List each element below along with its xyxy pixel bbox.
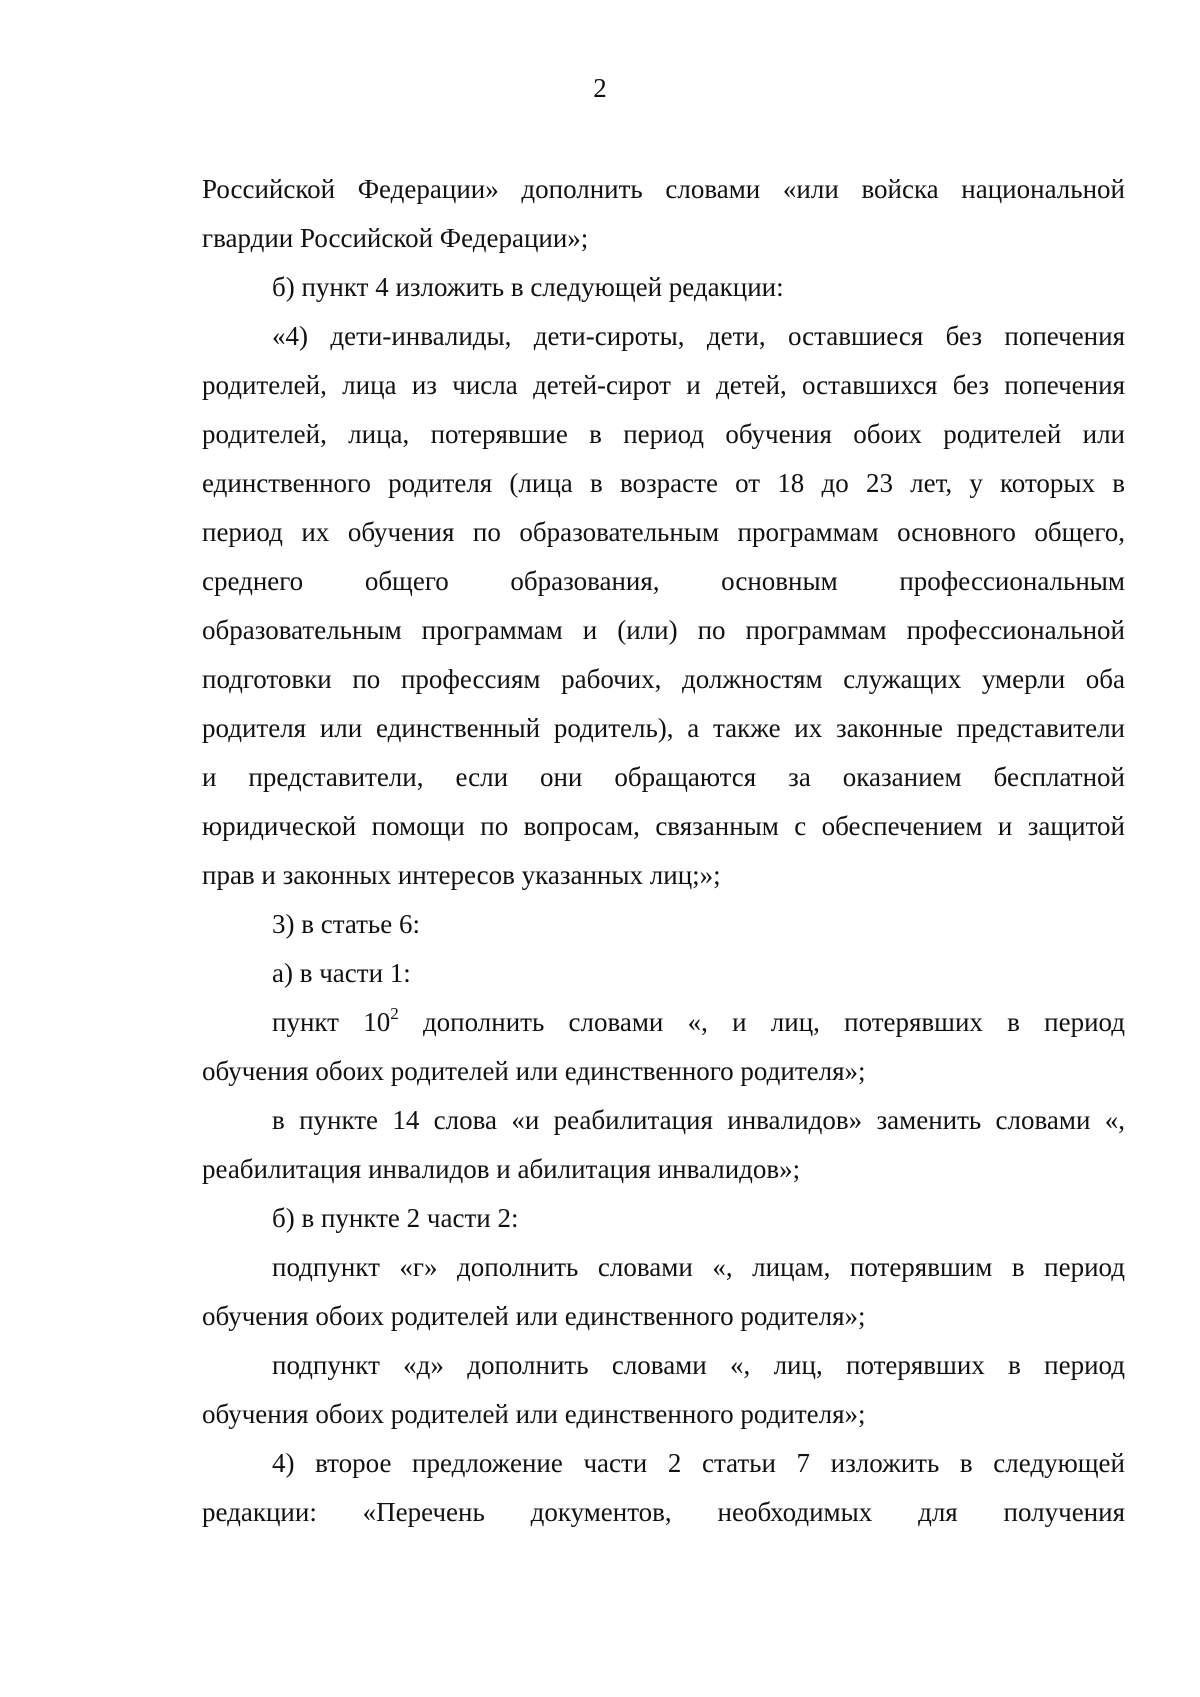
text-line: «4) дети-инвалиды, дети-сироты, дети, оставшиеся без попечения [272, 321, 1125, 351]
text-line: а) в части 1: [272, 958, 411, 988]
text-line-with-superscript [202, 998, 1125, 1047]
text-line: обучения обоих родителей или единственного родителя»; [202, 1056, 866, 1086]
text-line: 3) в статье 6: [272, 909, 420, 939]
text-segment: дополнить словами «, и лиц, потерявших в период [398, 1007, 1125, 1037]
text-segment: пункт 10 [272, 1007, 391, 1037]
text-line: родителей, лица, потерявшие в период обучения обоих родителей или [202, 419, 1125, 449]
superscript: 2 [390, 1004, 399, 1023]
text-line: реабилитация инвалидов и абилитация инвалидов»; [202, 1154, 801, 1184]
text-line: образовательным программам и (или) по программам профессиональной [202, 615, 1125, 645]
text-line: б) в пункте 2 части 2: [272, 1203, 519, 1233]
text-line: родителя или единственный родитель), а также их законные представители [202, 713, 1125, 743]
text-line: единственного родителя (лица в возрасте от 18 до 23 лет, у которых в [202, 468, 1125, 498]
text-line: Российской Федерации» дополнить словами «или войска национальной [202, 174, 1125, 204]
text-line: в пункте 14 слова «и реабилитация инвалидов» заменить словами «, [272, 1105, 1125, 1135]
page-number: 2 [593, 73, 607, 103]
text-line: 4) второе предложение части 2 статьи 7 изложить в следующей [272, 1448, 1125, 1478]
text-line: и представители, если они обращаются за оказанием бесплатной [202, 762, 1125, 792]
document-body [202, 165, 1125, 1537]
text-line: подготовки по профессиям рабочих, должностям служащих умерли оба [202, 664, 1125, 694]
text-line: юридической помощи по вопросам, связанным с обеспечением и защитой [202, 811, 1125, 841]
text-line: подпункт «г» дополнить словами «, лицам, потерявшим в период [272, 1252, 1125, 1282]
text-line: б) пункт 4 изложить в следующей редакции: [272, 272, 784, 302]
text-line: подпункт «д» дополнить словами «, лиц, потерявших в период [272, 1350, 1125, 1380]
text-line: гвардии Российской Федерации»; [202, 223, 589, 253]
text-line: период их обучения по образовательным программам основного общего, [202, 517, 1125, 547]
text-line: редакции: «Перечень документов, необходимых для получения [202, 1497, 1125, 1527]
text-line: родителей, лица из числа детей-сирот и детей, оставшихся без попечения [202, 370, 1125, 400]
text-line: среднего общего образования, основным профессиональным [202, 566, 1125, 596]
text-line: обучения обоих родителей или единственного родителя»; [202, 1301, 866, 1331]
text-line: обучения обоих родителей или единственного родителя»; [202, 1399, 866, 1429]
text-line: прав и законных интересов указанных лиц;»; [202, 860, 721, 890]
